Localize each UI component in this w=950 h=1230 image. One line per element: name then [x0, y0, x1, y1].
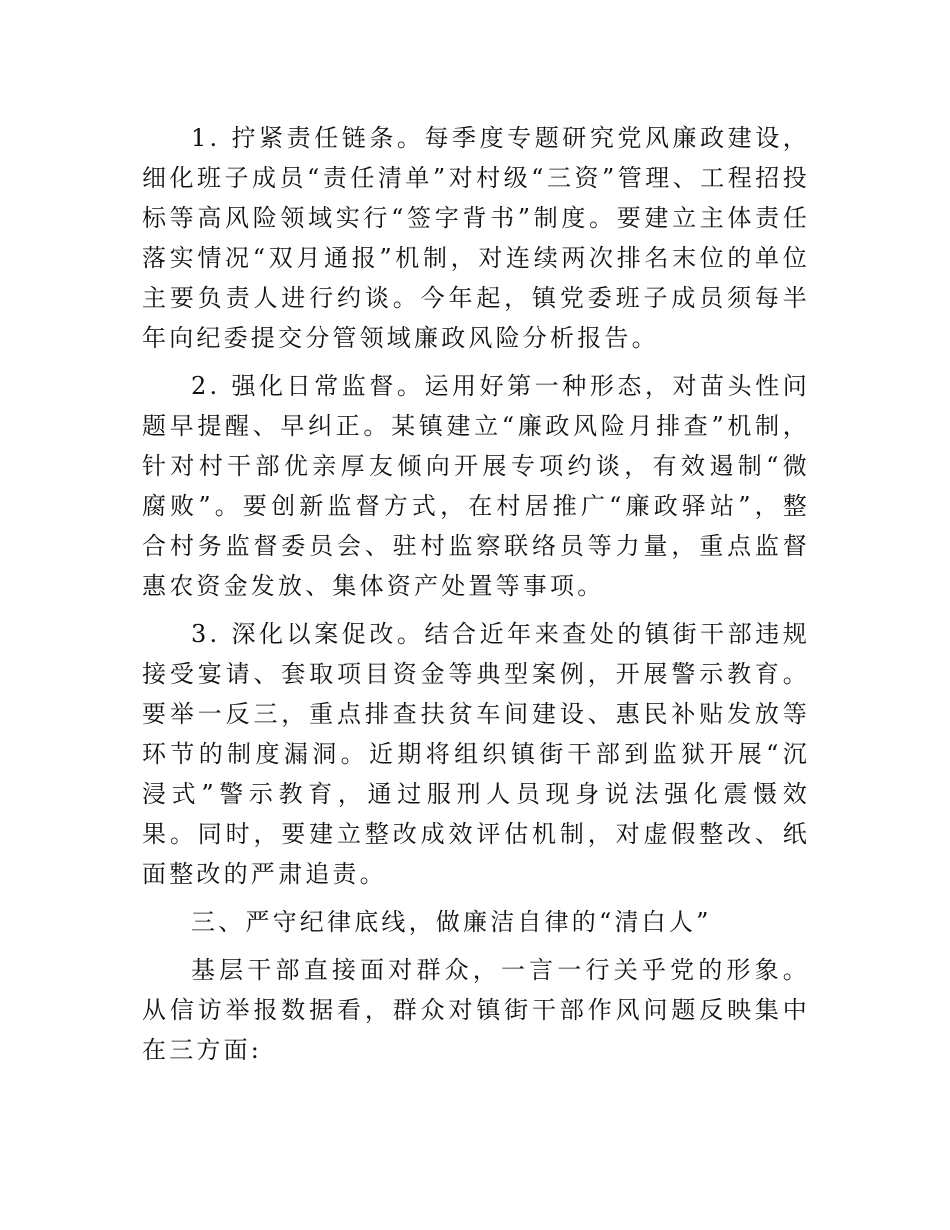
paragraph-grassroots-cadres: 基层干部直接面对群众，一言一行关乎党的形象。从信访举报数据看，群众对镇街干部作风问题反映集中在三方面:	[142, 956, 810, 1064]
paragraph-case-reform: 3. 深化以案促改。结合近年来查处的镇街干部违规接受宴请、套取项目资金等典型案例，开展警示教育。要举一反三，重点排查扶贫车间建设、惠民补贴发放等环节的制度漏洞。近期将组织镇街干部到监狱开展“沉浸式”警示教育，通过服刑人员现身说法强化震慑效果。同时，要建立整改成效评估机制，对虚假整改、纸面整改的严肃追责。	[142, 620, 810, 888]
paragraph-responsibility-chain: 1. 拧紧责任链条。每季度专题研究党风廉政建设，细化班子成员“责任清单”对村级“三资”管理、工程招投标等高风险领域实行“签字背书”制度。要建立主体责任落实情况“双月通报”机制，对连续两次排名末位的单位主要负责人进行约谈。今年起，镇党委班子成员须每半年向纪委提交分管领域廉政风险分析报告。	[142, 124, 810, 352]
paragraph-daily-supervision: 2. 强化日常监督。运用好第一种形态，对苗头性问题早提醒、早纠正。某镇建立“廉政风险月排查”机制，针对村干部优亲厚友倾向开展专项约谈，有效遏制“微腐败”。要创新监督方式，在村居推广“廉政驿站”，整合村务监督委员会、驻村监察联络员等力量，重点监督惠农资金发放、集体资产处置等事项。	[142, 372, 810, 600]
document-body	[142, 118, 810, 1078]
section-heading: 三、严守纪律底线，做廉洁自律的“清白人”	[191, 908, 712, 936]
